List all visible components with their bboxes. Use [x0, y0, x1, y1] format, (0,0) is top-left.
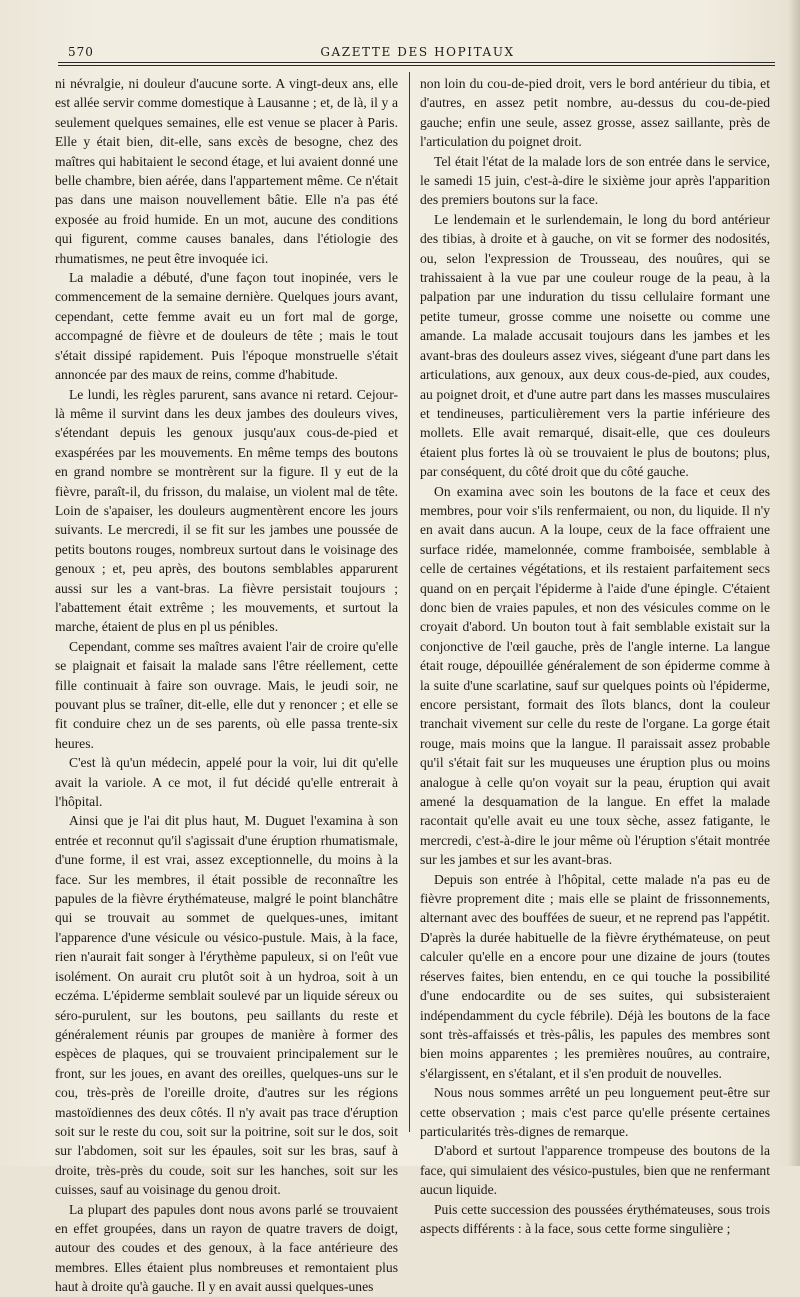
- page-edge-shadow: [788, 0, 800, 1166]
- header-rule-double: [58, 65, 775, 66]
- paragraph: La maladie a débuté, d'une façon tout inopinée, vers le commencement de la semaine dernière. Quelques jours avant, cependant, cette femme avait eu un fort mal de gorge, accompagné de fièvre et de douleurs de tête ; mais le tout s'était dissipé rapidement. Puis l'époque monstruelle s'était annoncée par des maux de reins, comme d'habitude.: [55, 270, 398, 383]
- header-rule: [58, 62, 775, 63]
- paragraph: Tel était l'état de la malade lors de son entrée dans le service, le samedi 15 juin, c'est-à-dire le sixième jour après l'apparition des premiers boutons sur la face.: [420, 153, 770, 208]
- paragraph: Le lundi, les règles parurent, sans avance ni retard. Cejour-là même il survint dans les deux jambes des douleurs vives, s'étendant depuis les genoux jusqu'aux cous-de-pied et exaspérées par les mouvements. En même temps des boutons en grand nombre se montrèrent sur la figure. Il y eut de la fièvre, paraît-il, du frisson, du malaise, un violent mal de tête. Loin de s'apaiser, les douleurs augmentèrent encore les jours suivants. Le mercredi, il se fit sur les jambes une poussée de petits boutons rouges, nombreux surtout dans le voisinage des genoux ; et, peu après, des boutons semblables apparurent aussi sur les a vant-bras. La fièvre persistait toujours ; l'abattement était extrême ; les mouvements, et surtout la marche, étaient de plus en pl us pénibles.: [55, 386, 398, 635]
- paragraph: C'est là qu'un médecin, appelé pour la voir, lui dit qu'elle avait la variole. A ce mot, il fut décidé qu'elle entrerait à l'hôpital.: [55, 755, 398, 810]
- paragraph: On examina avec soin les boutons de la face et ceux des membres, pour voir s'ils renfermaient, ou non, du liquide. Il n'y en avait dans aucun. A la loupe, ceux de la face offraient une surface ridée, mamelonnée, comme framboisée, semblable à celle de certaines végétations, et ils restaient parfaitement secs quand on en perçait l'épiderme à l'aide d'une épingle. C'étaient donc bien de vraies papules, et non des vésicules comme on le croyait d'abord. Un bouton tout à fait semblable existait sur la conjonctive de l'œil gauche, près de l'angle interne. La langue était rouge, dépouillée généralement de son épiderme comme à la suite d'une scarlatine, sauf sur quelques points où l'épiderme, encore persistant, formait des îlots blancs, dont la couleur tranchait vivement sur celle du reste de l'organe. La gorge était rouge, mais moins que la langue. Il paraissait assez probable qu'il s'était fait sur les muqueuses une éruption plus ou moins analogue à celle qu'on voyait sur la peau, éruption qui avait amené la desquamation de la langue. En effet la malade racontait qu'elle avait eu une toux sèche, assez fatigante, le mercredi, c'est-à-dire le jour même où l'éruption s'était montrée sur les jambes et sur les avant-bras.: [420, 483, 770, 868]
- left-column: [55, 74, 398, 1297]
- paragraph: Puis cette succession des poussées érythémateuses, sous trois aspects différents : à la face, sous cette forme singulière ;: [420, 1201, 770, 1236]
- paragraph: Depuis son entrée à l'hôpital, cette malade n'a pas eu de fièvre proprement dite ; mais elle se plaint de frissonnements, alternant avec des bouffées de sueur, et ne reprend pas l'appétit. D'après la durée habituelle de la fièvre érythémateuse, on peut calculer qu'elle en a encore pour une dizaine de jours (toutes réserves faites, bien entendu, en ce qui touche la possibilité d'une endocardite ou de ses suites, qui subsisteraient indépendamment du cycle fébrile). Déjà les boutons de la face sont très-affaissés et très-pâlis, les papules des membres sont bien moins apparentes ; les premières nouûres, au contraire, s'élargissent, en s'étalant, et il s'en produit de nouvelles.: [420, 871, 770, 1081]
- paragraph: La plupart des papules dont nous avons parlé se trouvaient en effet groupées, dans un rayon de quatre travers de doigt, autour des coudes et des genoux, à la face antérieure des membres. Elles étaient plus nombreuses et remontaient plus haut à droite qu'à gauche. Il y en avait aussi quelques-unes: [55, 1201, 398, 1295]
- paragraph: Ainsi que je l'ai dit plus haut, M. Duguet l'examina à son entrée et reconnut qu'il s'agissait d'une éruption rhumatismale, d'une forme, il est vrai, assez exceptionnelle, du moins à la face. Sur les membres, il était possible de reconnaître les papules de la fièvre érythémateuse, malgré le point blanchâtre qui se trouvait au sommet de quelques-unes, imitant l'apparence d'une vésicule ou vésico-pustule. Mais, à la face, rien n'aurait fait songer à l'érythème papuleux, si on l'eût vue isolément. On aurait cru plutôt soit à un hydroa, soit à un eczéma. L'épiderme semblait soulevé par un liquide séreux ou séro-purulent, sur les boutons, peu saillants du reste et généralement réunis par groupes de manière à former des espèces de plaques, qui se trouvaient principalement sur le front, sur les joues, en avant des oreilles, quelques-uns sur le cou, très-près de l'oreille droite, d'autres sur les régions mastoïdiennes des deux côtés. Il n'y avait pas trace d'éruption soit sur le reste du cou, soit sur la poitrine, soit sur le dos, soit sur l'abdomen, soit sur les épaules, soit sur les bras, sauf à droite, très-près du coude, soit sur les hanches, soit sur les cuisses, sauf au voisinage du genou droit.: [55, 813, 398, 1198]
- paragraph: ni névralgie, ni douleur d'aucune sorte. A vingt-deux ans, elle est allée servir comme domestique à Lausanne ; et, de là, il y a seulement quelques semaines, elle est venue se placer à Paris. Elle y était bien, dit-elle, sans excès de besogne, chez des maîtres qui habitaient le second étage, et lui avaient donné une belle chambre, bien aérée, dans l'appartement même. Ce n'était pas dans une maison nouvellement bâtie. Elle n'a pas été exposée au froid humide. En un mot, aucune des conditions qui figurent, comme causes banales, dans l'étiologie des rhumatismes, ne peut être invoquée ici.: [55, 76, 398, 266]
- paragraph: D'abord et surtout l'apparence trompeuse des boutons de la face, qui simulaient des vésico-pustules, bien que ne renfermant aucun liquide.: [420, 1143, 770, 1198]
- paragraph: non loin du cou-de-pied droit, vers le bord antérieur du tibia, et d'autres, en assez petit nombre, au-dessus du cou-de-pied gauche; enfin une seule, assez grosse, assez saillante, près de l'articulation du poignet droit.: [420, 76, 770, 150]
- column-divider: [409, 72, 410, 1132]
- paragraph: Le lendemain et le surlendemain, le long du bord antérieur des tibias, à droite et à gauche, on vit se former des nodosités, ou, selon l'expression de Trousseau, des nouûres, qui se trahissaient à la vue par une couleur rouge de la peau, à la palpation par une induration du tissu cellulaire formant une petite tumeur, grosse comme une noisette ou comme une amande. La malade accusait toujours dans les jambes et les avant-bras des douleurs assez vives, siégeant d'une part dans les articulations, aux genoux, aux deux cous-de-pied, aux coudes, au poignet droit, et d'une autre part dans les masses musculaires et tendineuses, particulièrement vers la partie inférieure des mollets. Elle avait remarqué, disait-elle, que ces douleurs étaient plus fortes là où se trouvaient le plus de boutons; plus, par conséquent, du côté droit que du côté gauche.: [420, 211, 770, 480]
- right-column: [420, 74, 770, 1238]
- page-number: 570: [68, 45, 94, 59]
- running-header: [60, 42, 775, 62]
- paragraph: Nous nous sommes arrêté un peu longuement peut-être sur cette observation ; mais c'est parce qu'elle présente certaines particularités très-dignes de remarque.: [420, 1085, 770, 1139]
- paragraph: Cependant, comme ses maîtres avaient l'air de croire qu'elle se plaignait et faisait la malade sans l'être réellement, cette fille continuait à faire son ouvrage. Mais, le jeudi soir, ne pouvant plus se traîner, dit-elle, elle dut y renoncer ; et elle se fit conduire chez un de ses parents, où elle passa trente-six heures.: [55, 638, 398, 751]
- journal-title: GAZETTE DES HOPITAUX: [320, 45, 515, 59]
